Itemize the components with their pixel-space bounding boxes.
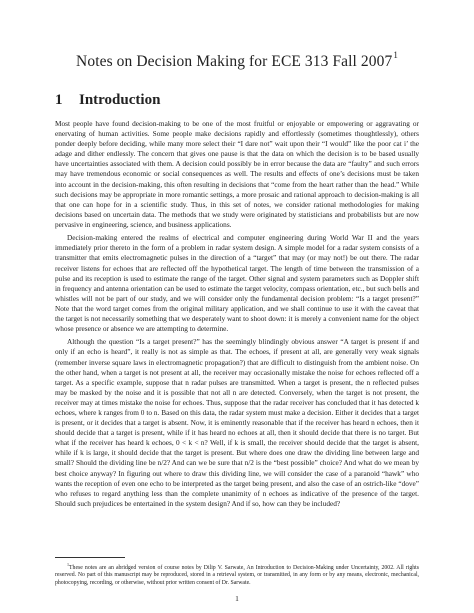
page-number: 1 [235, 594, 239, 603]
body-text [55, 119, 419, 512]
section-heading [55, 92, 160, 109]
footnote [55, 561, 419, 587]
paragraph-2: Decision-making entered the realms of electrical and computer engineering during World War II and the years immediately prior thereto in the form of a problem in radar system design. A simple model for a radar system consists of a transmitter that emits electromagnetic pulses in the direction of a “target” that may (or may not!) be out there. The radar receiver listens for echoes that are reflected off the hypothetical target. The length of time between the transmission of a pulse and its reception is used to estimate the range of the target. Other signal and system parameters such as Doppler shift in frequency and antenna orientation can be used to estimate the target velocity, compass orientation, etc., but such bells and whistles will not be part of our study, and we will consider only the fundamental decision problem: “Is a target present?” Note that the word target comes from the original military application, and we shall continue to use it with the caveat that the target is not necessarily something that we desperately want to shoot down: it is merely a convenient name for the object whose presence or absence we are attempting to determine. [55, 233, 419, 334]
footnote-text: These notes are an abridged version of course notes by Dilip V. Sarwate, An Introduction to Decision-Making under Uncertainty, 2002. All rights reserved. No part of this manuscript may be reproduced, stored in a retrieval system, or transmitted, in any form or by any means, electronic, mechanical, photocopying, recording, or otherwise, without prior written consent of Dr. Sarwate. [55, 564, 419, 586]
section-number: 1 [55, 92, 63, 108]
document-title [40, 52, 434, 71]
section-title: Introduction [79, 92, 161, 108]
paragraph-1: Most people have found decision-making to be one of the most fruitful or enjoyable or empowering or aggravating or enervating of human activities. Some people make decisions rapidly and effortlessly (sometimes thoughtlessly), others ponder deeply before deciding, while many more select their “I dare not” wait upon their “I would” like the poor cat i’ the adage and dither endlessly. The concern that gives one pause is that the data on which the decision is to be based usually have uncertainties associated with them. A decision could possibly be in error because the data are “faulty” and such errors may have tremendous economic or social consequences as well. The results and effects of one’s decisions must be taken into account in the decision-making, this often resulting in decisions that “come from the heart rather than the head.” While such decisions may be appropriate in more romantic settings, a more prosaic and rational approach to decision-making is all that one can hope for in a scientific study. Thus, in this set of notes, we consider rational methodologies for making decisions based on uncertain data. The methods that we study were originated by statisticians and probabilists but are now pervasive in engineering, science, and business applications. [55, 119, 419, 229]
title-footnote-mark: 1 [393, 50, 398, 60]
title-text: Notes on Decision Making for ECE 313 Fall 2007 [76, 53, 393, 71]
paragraph-3: Although the question “Is a target present?” has the seemingly blindingly obvious answer “A target is present if and only if an echo is heard”, it really is not as simple as that. The echoes, if present at all, are generally very weak signals (remember inverse square laws in electromagnetic propagation?) that are difficult to distinguish from the ambient noise. On the other hand, when a target is not present at all, the receiver may occasionally mistake the noise for echoes reflected off a target. As a specific example, suppose that n radar pulses are transmitted. When a target is present, the n reflected pulses may be masked by the noise and it is possible that not all n are detected. Conversely, when the target is not present, the receiver may at times mistake the noise for echoes. Thus, suppose that the radar receiver has concluded that it has detected k echoes, where k ranges from 0 to n. Based on this data, the radar system must make a decision. Either it decides that a target is present, or it decides that a target is absent. Now, it is eminently reasonable that if the receiver has heard n echoes, then it should decide that a target is present, while if it has heard no echoes at all, then it should decide that there is no target. But what if the receiver has heard k echoes, 0 < k < n? Well, if k is small, the receiver should decide that the target is absent, while if k is large, it should decide that the target is present. But where does one draw the dividing line between large and small? Should the dividing line be n/2? And can we be sure that n/2 is the “best possible” choice? And what do we mean by best choice anyway? In figuring out where to draw this dividing line, we will consider the case of a paranoid “hawk” who wants the reception of even one echo to be interpreted as the target being present, and also the case of an ostrich-like “dove” who refuses to regard anything less than the complete unanimity of n echoes as indicative of the presence of the target. Should such prejudices be entertained in the system design? And if so, how can they be included? [55, 337, 419, 508]
footnote-rule [55, 557, 125, 558]
footnote-mark: 1 [67, 562, 69, 567]
